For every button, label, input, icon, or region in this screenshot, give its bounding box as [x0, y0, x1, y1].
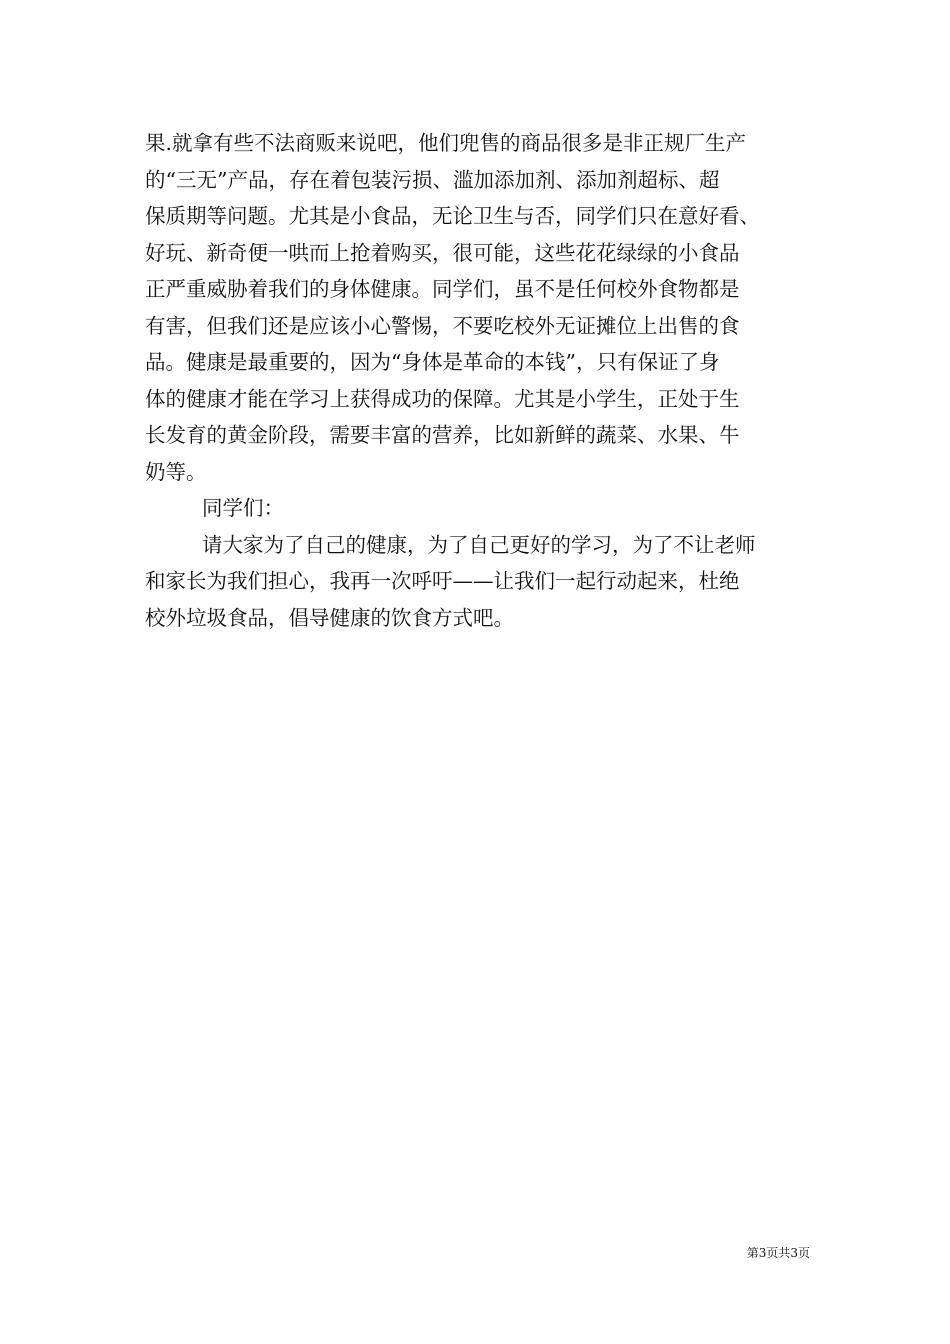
paragraph-line: 的“三无”产品，存在着包装污损、滥加添加剂、添加剂超标、超 [145, 167, 720, 192]
paragraph-line: 长发育的黄金阶段，需要丰富的营养，比如新鲜的蔬菜、水果、牛 [145, 423, 740, 447]
paragraph-line: 体的健康才能在学习上获得成功的保障。尤其是小学生，正处于生 [145, 386, 740, 411]
page-number: 第3页共3页 [746, 1246, 810, 1260]
salutation: 同学们： [202, 496, 284, 520]
paragraph-line: 正严重威胁着我们的身体健康。同学们，虽不是任何校外食物都是 [145, 277, 740, 301]
paragraph-line: 有害，但我们还是应该小心警惕，不要吃校外无证摊位上出售的食 [145, 313, 740, 338]
paragraph-line: 请大家为了自己的健康，为了自己更好的学习，为了不让老师 [202, 532, 756, 557]
paragraph-line: 果.就拿有些不法商贩来说吧，他们兜售的商品很多是非正规厂生产 [145, 131, 747, 155]
paragraph-line: 校外垃圾食品，倡导健康的饮食方式吧。 [145, 605, 514, 630]
paragraph-line: 品。健康是最重要的，因为“身体是革命的本钱”，只有保证了身 [145, 350, 720, 374]
paragraph-line: 和家长为我们担心，我再一次呼吁——让我们一起行动起来，杜绝 [145, 569, 740, 593]
paragraph-line: 保质期等问题。尤其是小食品，无论卫生与否，同学们只在意好看、 [145, 204, 760, 228]
paragraph-line: 奶等。 [145, 459, 207, 484]
paragraph-line: 好玩、新奇便一哄而上抢着购买，很可能，这些花花绿绿的小食品 [145, 240, 740, 265]
document-body [145, 125, 810, 636]
